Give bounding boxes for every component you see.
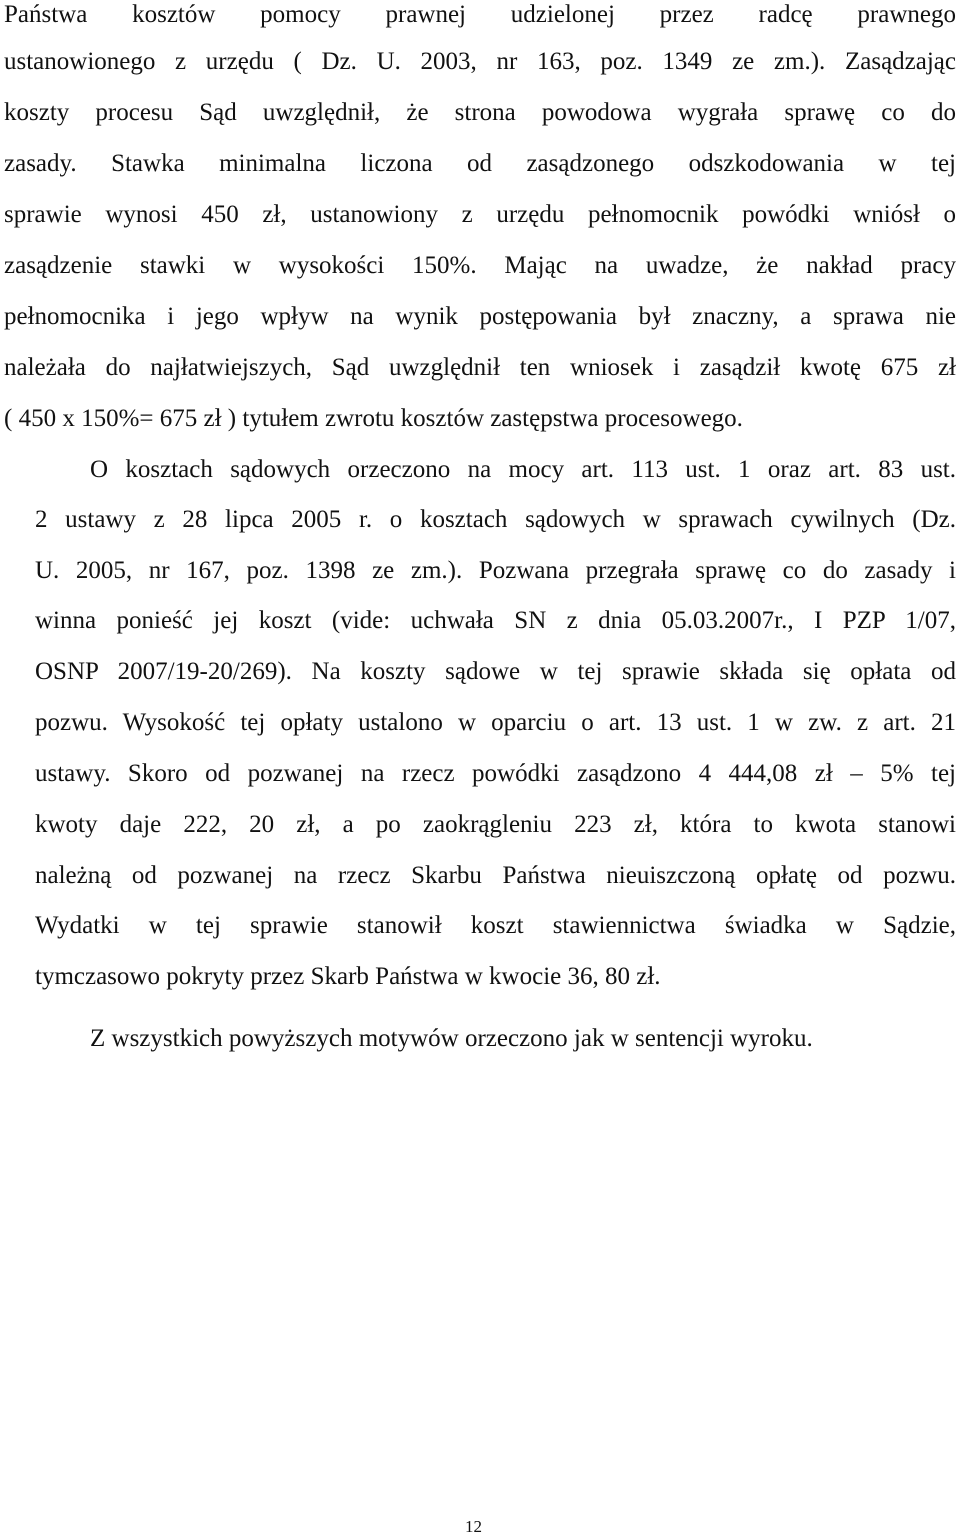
page-number: 12 <box>465 1517 482 1536</box>
text-line: OSNP 2007/19-20/269). Na koszty sądowe w tej sprawie składa się opłata od <box>35 658 956 685</box>
text-line: O kosztach sądowych orzeczono na mocy art. 113 ust. 1 oraz art. 83 ust. <box>90 456 956 483</box>
text-line: U. 2005, nr 167, poz. 1398 ze zm.). Pozwana przegrała sprawę co do zasady i <box>35 557 956 584</box>
text-line: Z wszystkich powyższych motywów orzeczono jak w sentencji wyroku. <box>90 1025 813 1052</box>
text-line: zasady. Stawka minimalna liczona od zasądzonego odszkodowania w tej <box>4 150 956 177</box>
text-line: sprawie wynosi 450 zł, ustanowiony z urzędu pełnomocnik powódki wniósł o <box>4 201 956 228</box>
text-line: należną od pozwanej na rzecz Skarbu Państwa nieuiszczoną opłatę od pozwu. <box>35 862 956 889</box>
text-line: 2 ustawy z 28 lipca 2005 r. o kosztach sądowych w sprawach cywilnych (Dz. <box>35 506 956 533</box>
text-line: ( 450 x 150%= 675 zł ) tytułem zwrotu kosztów zastępstwa procesowego. <box>4 405 743 432</box>
text-line: zasądzenie stawki w wysokości 150%. Mając na uwadze, że nakład pracy <box>4 252 956 279</box>
text-line: ustawy. Skoro od pozwanej na rzecz powódki zasądzono 4 444,08 zł – 5% tej <box>35 760 956 787</box>
text-line: Państwa kosztów pomocy prawnej udzielonej przez radcę prawnego <box>4 1 956 28</box>
text-line: ustanowionego z urzędu ( Dz. U. 2003, nr 163, poz. 1349 ze zm.). Zasądzając <box>4 48 956 75</box>
text-line: winna ponieść jej koszt (vide: uchwała SN z dnia 05.03.2007r., I PZP 1/07, <box>35 607 956 634</box>
text-line: pełnomocnika i jego wpływ na wynik postępowania był znaczny, a sprawa nie <box>4 303 956 330</box>
text-line: koszty procesu Sąd uwzględnił, że strona powodowa wygrała sprawę co do <box>4 99 956 126</box>
text-line: należała do najłatwiejszych, Sąd uwzględnił ten wniosek i zasądził kwotę 675 zł <box>4 354 956 381</box>
text-line: pozwu. Wysokość tej opłaty ustalono w oparciu o art. 13 ust. 1 w zw. z art. 21 <box>35 709 956 736</box>
text-line: tymczasowo pokryty przez Skarb Państwa w kwocie 36, 80 zł. <box>35 963 661 990</box>
text-line: kwoty daje 222, 20 zł, a po zaokrągleniu 223 zł, która to kwota stanowi <box>35 811 956 838</box>
text-line: Wydatki w tej sprawie stanowił koszt stawiennictwa świadka w Sądzie, <box>35 912 956 939</box>
